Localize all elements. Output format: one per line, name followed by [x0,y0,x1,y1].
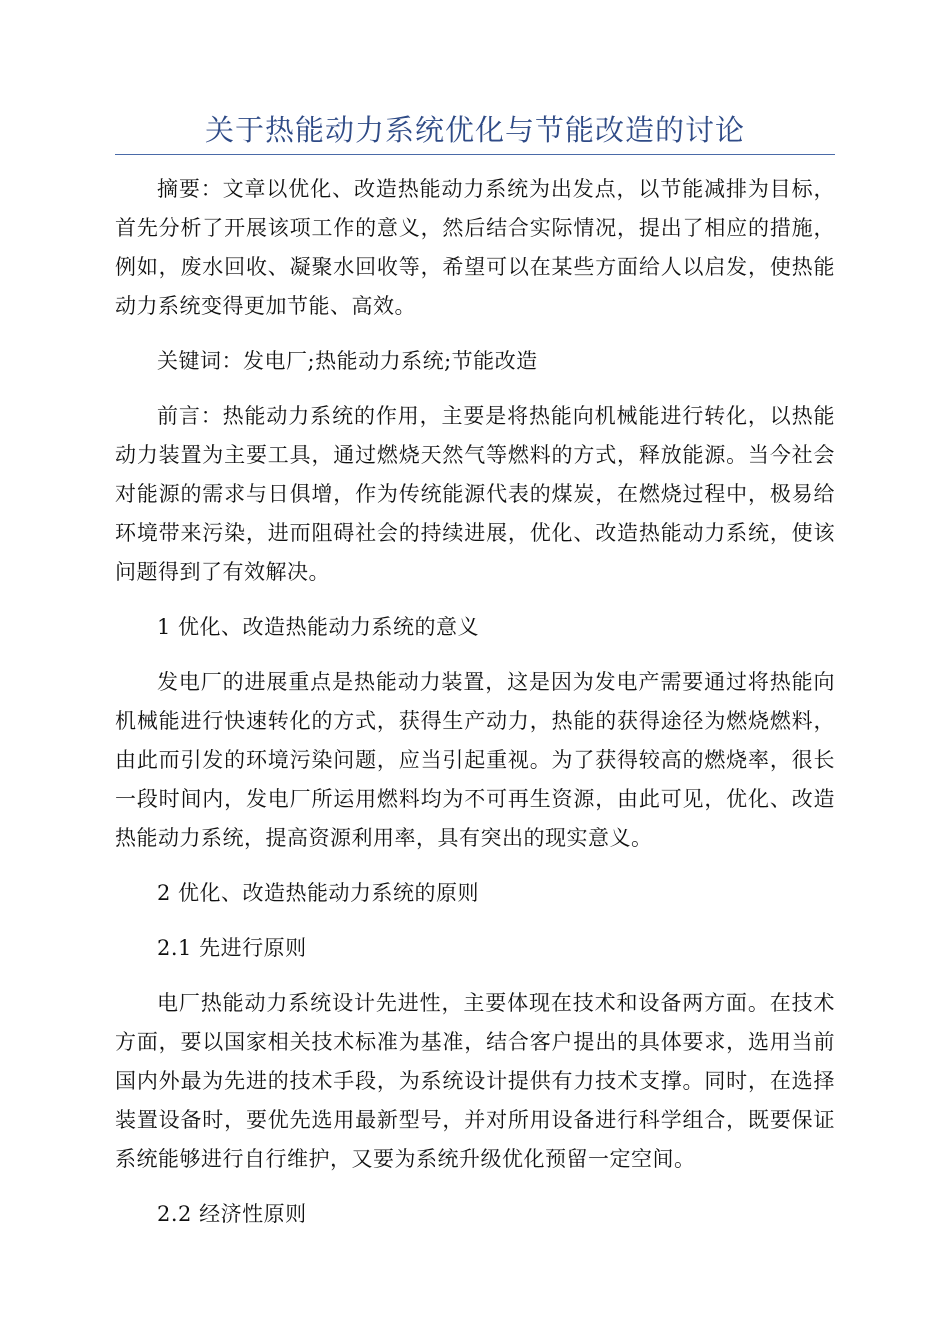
preface-paragraph: 前言：热能动力系统的作用，主要是将热能向机械能进行转化，以热能动力装置为主要工具，通过燃烧天然气等燃料的方式，释放能源。当今社会对能源的需求与日俱增，作为传统能源代表的煤炭，在燃烧过程中，极易给环境带来污染，进而阻碍社会的持续进展，优化、改造热能动力系统，使该问题得到了有效解决。 [115,404,835,584]
body-paragraph: 电厂热能动力系统设计先进性，主要体现在技术和设备两方面。在技术方面，要以国家相关技术标准为基准，结合客户提出的具体要求，选用当前国内外最为先进的技术手段，为系统设计提供有力技术支撑。同时，在选择装置设备时，要优先选用最新型号，并对所用设备进行科学组合，既要保证系统能够进行自行维护，又要为系统升级优化预留一定空间。 [115,991,835,1171]
abstract-paragraph: 摘要：文章以优化、改造热能动力系统为出发点，以节能减排为目标，首先分析了开展该项工作的意义，然后结合实际情况，提出了相应的措施，例如，废水回收、凝聚水回收等，希望可以在某些方面给人以启发，使热能动力系统变得更加节能、高效。 [115,177,835,318]
keywords-paragraph: 关键词：发电厂;热能动力系统;节能改造 [157,349,538,373]
subsection-heading-2-1: 2.1 先进行原则 [157,936,307,960]
body-paragraph: 发电厂的进展重点是热能动力装置，这是因为发电产需要通过将热能向机械能进行快速转化的方式，获得生产动力，热能的获得途径为燃烧燃料，由此而引发的环境污染问题，应当引起重视。为了获得较高的燃烧率，很长一段时间内，发电厂所运用燃料均为不可再生资源，由此可见，优化、改造热能动力系统，提高资源利用率，具有突出的现实意义。 [115,670,835,850]
section-heading-2: 2 优化、改造热能动力系统的原则 [157,881,480,905]
section-heading-1: 1 优化、改造热能动力系统的意义 [157,615,480,639]
subsection-heading-2-2: 2.2 经济性原则 [157,1202,307,1226]
document-title: 关于热能动力系统优化与节能改造的讨论 [204,113,745,147]
title-underline [115,154,835,155]
document-body [115,170,835,1250]
